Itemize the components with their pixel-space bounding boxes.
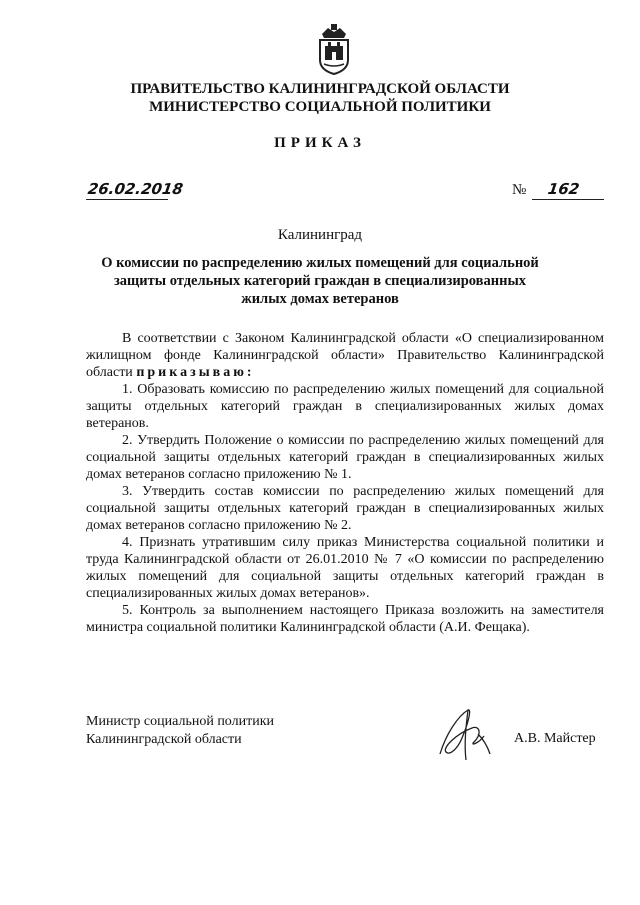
signatory-position-line: Министр социальной политики — [86, 714, 275, 729]
signatory-position-line: Калининградской области — [86, 732, 242, 747]
body-item: 2. Утвердить Положение о комиссии по распределению жилых помещений для социальной защиты отдельных категорий граждан в специализированных жилых домах ветеранов согласно приложению № 1. — [86, 433, 604, 482]
city: Калининград — [277, 227, 363, 243]
date-underline — [86, 199, 168, 200]
signatory-name: А.В. Майстер — [514, 731, 596, 746]
signatory-position — [86, 713, 274, 749]
header-ministry: МИНИСТЕРСТВО СОЦИАЛЬНОЙ ПОЛИТИКИ — [149, 99, 491, 115]
handwritten-signature — [428, 704, 508, 764]
document-body — [86, 330, 604, 636]
intro-text: В соответствии с Законом Калининградской области «О специализированном жилищном фонде Калининградской области» Правительство Калининградской области — [86, 331, 604, 380]
intro-order-word: приказываю: — [136, 365, 255, 380]
intro-paragraph — [86, 330, 604, 381]
header-government: ПРАВИТЕЛЬСТВО КАЛИНИНГРАДСКОЙ ОБЛАСТИ — [130, 81, 510, 97]
body-item: 1. Образовать комиссию по распределению жилых помещений для социальной защиты отдельных категорий граждан в специализированных жилых домах ветеранов. — [86, 382, 604, 431]
coat-of-arms-icon — [314, 24, 354, 76]
body-item: 4. Признать утратившим силу приказ Министерства социальной политики и труда Калининградской области от 26.01.2010 № 7 «О комиссии по распределению жилых помещений для социальной защиты отдельных категорий граждан в специализированных жилых домах ветеранов». — [86, 535, 604, 601]
number-label: № — [512, 182, 527, 198]
document-title: О комиссии по распределению жилых помещений для социальной защиты отдельных категорий граждан в специализированных жилых домах ветеранов — [101, 255, 539, 307]
body-item: 5. Контроль за выполнением настоящего Приказа возложить на заместителя министра социальной политики Калининградской области (А.И. Фещака). — [86, 603, 604, 635]
document-type: ПРИКАЗ — [274, 135, 366, 151]
number-underline — [532, 199, 604, 200]
handwritten-number: 162 — [546, 180, 581, 198]
body-item: 3. Утвердить состав комиссии по распределению жилых помещений для социальной защиты отдельных категорий граждан в специализированных жилых домах ветеранов согласно приложению № 2. — [86, 484, 604, 533]
handwritten-date: 26.02.2018 — [86, 180, 185, 198]
